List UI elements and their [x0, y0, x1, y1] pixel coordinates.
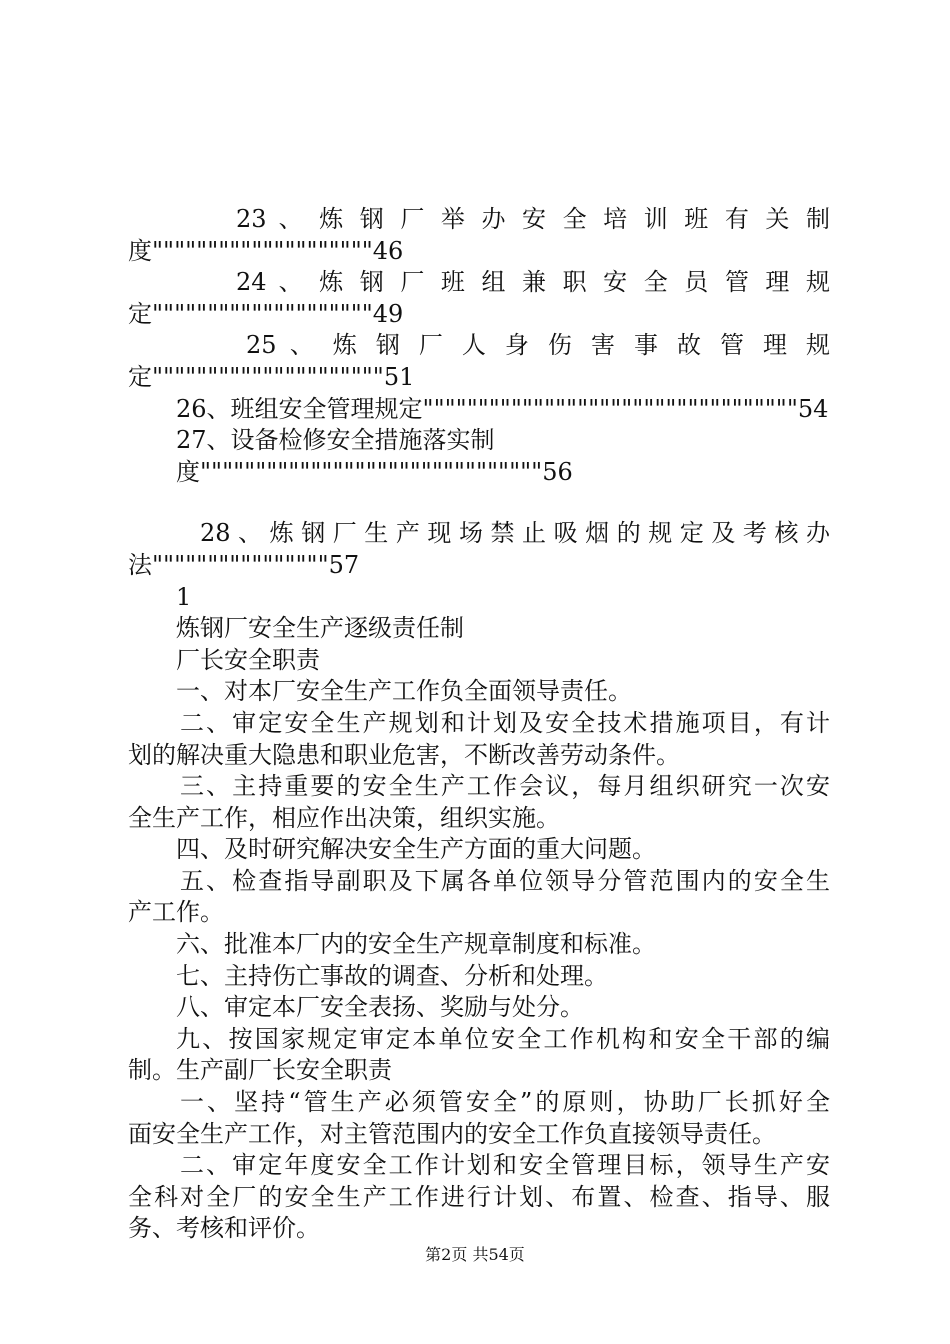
document-body: [128, 204, 830, 1245]
item-5-cont: 产工作。: [128, 898, 224, 927]
item-2-cont: 划的解决重大隐患和职业危害，不断改善劳动条件。: [128, 740, 680, 769]
item-9-cont: 制。生产副厂长安全职责: [128, 1056, 392, 1085]
item-4: 四、及时研究解决安全生产方面的重大问题。: [176, 835, 656, 864]
toc-entry-26: 26、班组安全管理规定""""""""""""""""""""""""""""""""""54: [176, 394, 829, 423]
page-marker: 1: [176, 582, 192, 611]
item-7: 七、主持伤亡事故的调查、分析和处理。: [176, 961, 608, 990]
page-footer: 第2页 共54页: [425, 1245, 525, 1264]
item-9: 九、按国家规定审定本单位安全工作机构和安全干部的编: [176, 1024, 830, 1053]
toc-entry-25-cont: 定"""""""""""""""""""""51: [128, 362, 415, 391]
doc-title: 炼钢厂安全生产逐级责任制: [176, 614, 464, 643]
item-11: 二、审定年度安全工作计划和安全管理目标，领导生产安: [180, 1151, 830, 1180]
item-3-cont: 全生产工作，相应作出决策，组织实施。: [128, 803, 560, 832]
toc-entry-23: 23 、 炼 钢 厂 举 办 安 全 培 训 班 有 关 制: [236, 205, 830, 233]
toc-entry-28-cont: 法""""""""""""""""57: [128, 550, 360, 579]
item-10: 一、坚持“管生产必须管安全”的原则，协助厂长抓好全: [180, 1088, 830, 1117]
item-2: 二、审定安全生产规划和计划及安全技术措施项目，有计: [180, 708, 830, 737]
item-10-cont: 面安全生产工作，对主管范围内的安全工作负直接领导责任。: [128, 1119, 776, 1148]
toc-entry-24: 24 、 炼 钢 厂 班 组 兼 职 安 全 员 管 理 规: [236, 268, 830, 297]
toc-entry-27: 27、设备检修安全措施落实制度"""""""""""""""""""""""""""""""56: [176, 426, 573, 486]
toc-entry-24-cont: 定""""""""""""""""""""49: [128, 299, 404, 328]
section-heading: 厂长安全职责: [176, 645, 320, 674]
spacer: [128, 488, 830, 518]
toc-entry-25: 25 、 炼 钢 厂 人 身 伤 害 事 故 管 理 规: [246, 331, 830, 360]
item-11-cont: 全科对全厂的安全生产工作进行计划、布置、检查、指导、服: [128, 1182, 830, 1211]
item-8: 八、审定本厂安全表扬、奖励与处分。: [176, 993, 584, 1022]
toc-entry-23-cont: 度""""""""""""""""""""46: [128, 236, 404, 265]
item-11-cont2: 务、考核和评价。: [128, 1214, 320, 1243]
item-3: 三、主持重要的安全生产工作会议，每月组织研究一次安: [180, 772, 830, 801]
toc-entry-28: 28、炼钢厂生产现场禁止吸烟的规定及考核办: [200, 519, 830, 548]
item-1: 一、对本厂安全生产工作负全面领导责任。: [176, 677, 632, 706]
item-5: 五、检查指导副职及下属各单位领导分管范围内的安全生: [180, 866, 830, 895]
item-6: 六、批准本厂内的安全生产规章制度和标准。: [176, 930, 656, 959]
